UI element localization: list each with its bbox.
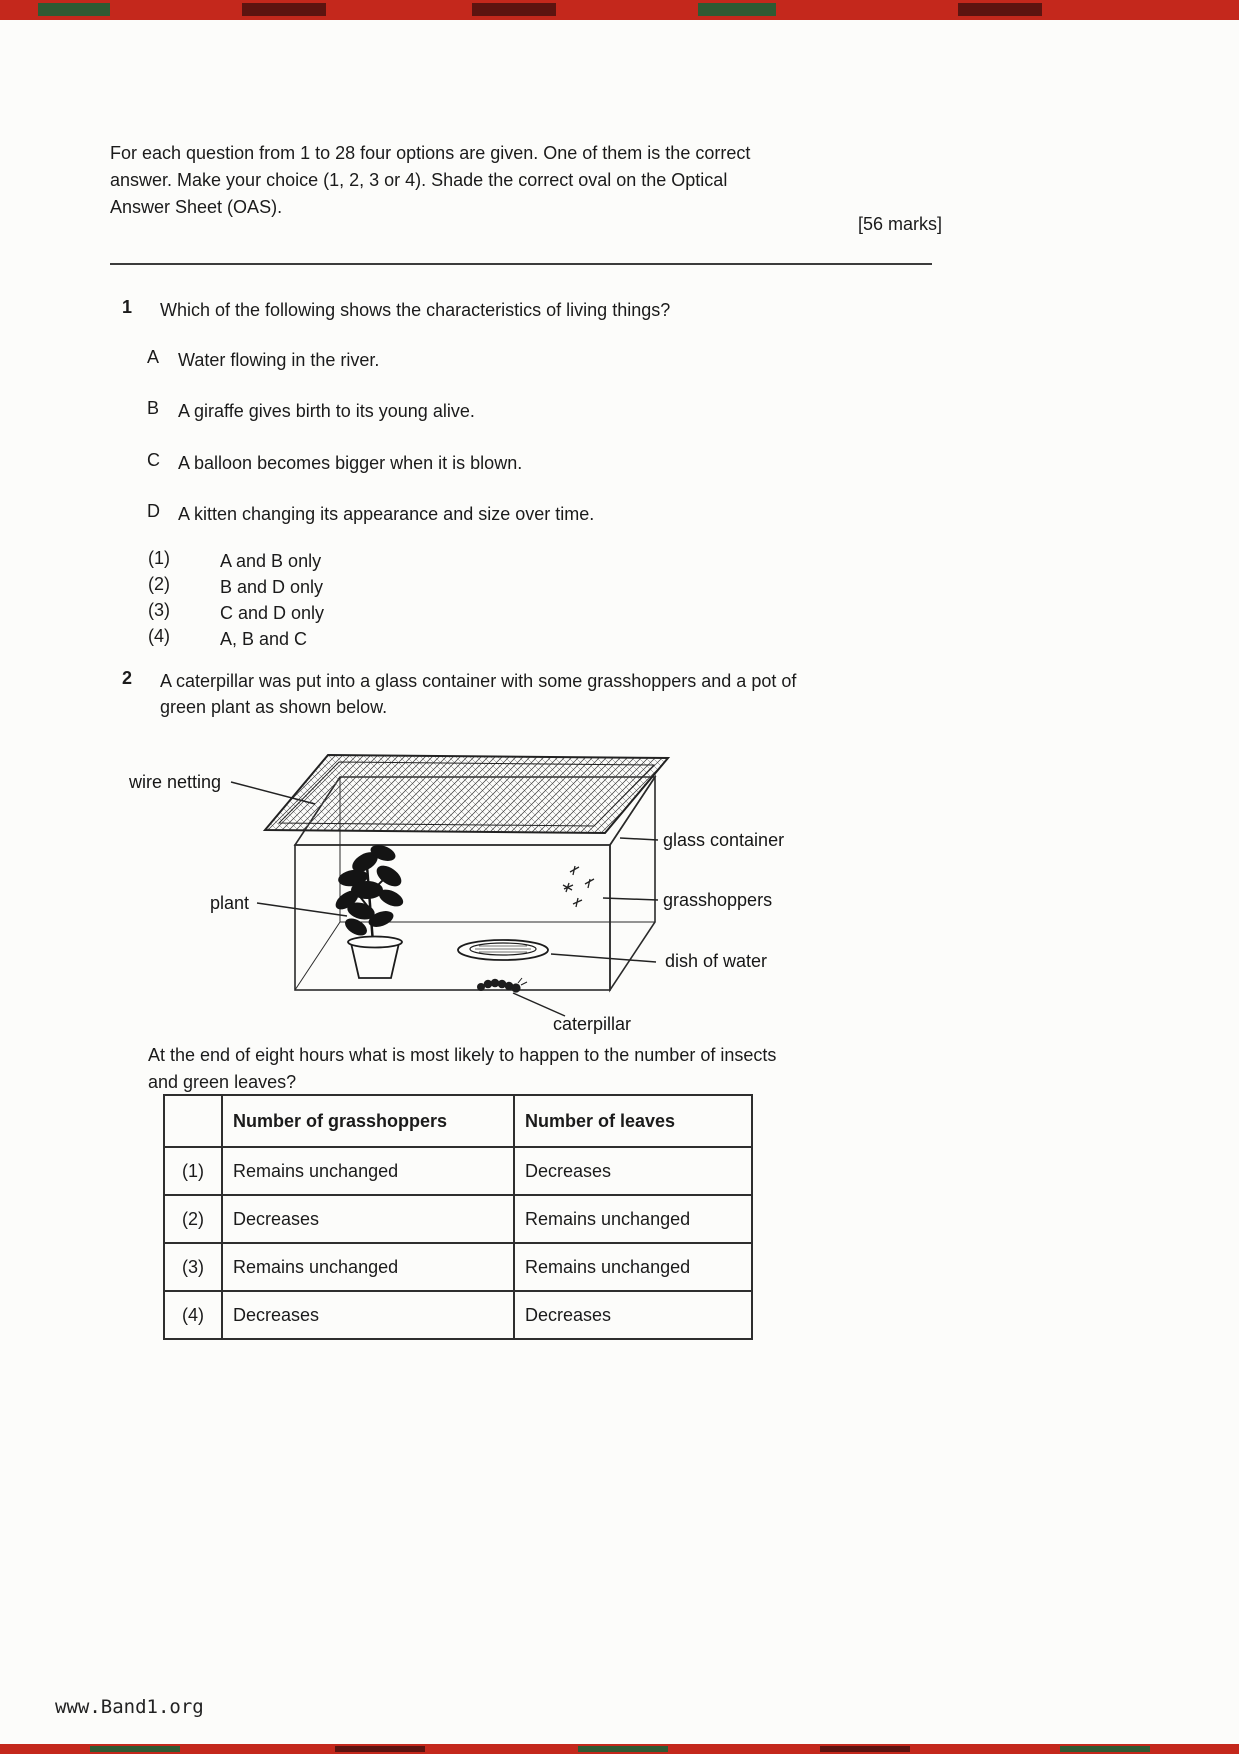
scan-patch xyxy=(472,3,556,16)
scan-patch xyxy=(958,3,1042,16)
table-header-row xyxy=(164,1095,752,1147)
cell-leaves: Decreases xyxy=(514,1147,752,1195)
table-row xyxy=(164,1195,752,1243)
glass-container-label: glass container xyxy=(663,830,785,850)
wire-netting-shape xyxy=(265,755,668,833)
question-text-line: green plant as shown below. xyxy=(160,697,388,717)
leader-line-glass-container xyxy=(620,838,658,840)
instructions-line: answer. Make your choice (1, 2, 3 or 4). Shade the correct oval on the Optical xyxy=(110,170,728,190)
choice-text: A, B and C xyxy=(220,629,308,649)
table-header-leaves: Number of leaves xyxy=(514,1095,752,1147)
table-header-blank xyxy=(164,1095,222,1147)
table-header-grasshoppers: Number of grasshoppers xyxy=(222,1095,514,1147)
q2-answer-table xyxy=(163,1094,753,1340)
instructions xyxy=(110,140,940,221)
choice-number: (3) xyxy=(148,600,170,620)
q1-choice-3 xyxy=(148,600,748,626)
cell-leaves: Remains unchanged xyxy=(514,1195,752,1243)
q1-choice-4 xyxy=(148,626,748,652)
leader-line-dish xyxy=(551,954,656,962)
option-letter: C xyxy=(147,450,160,470)
row-number: (4) xyxy=(164,1291,222,1339)
instructions-line: Answer Sheet (OAS). xyxy=(110,197,283,217)
question-2 xyxy=(122,668,982,720)
row-number: (2) xyxy=(164,1195,222,1243)
dish-of-water-label: dish of water xyxy=(665,951,768,971)
leader-line-grasshoppers xyxy=(603,898,658,900)
grasshoppers-marks xyxy=(563,866,594,907)
scan-patch xyxy=(698,3,776,16)
option-text: A kitten changing its appearance and size over time. xyxy=(178,504,595,524)
cell-grasshoppers: Decreases xyxy=(222,1195,514,1243)
question-text: Which of the following shows the characteristics of living things? xyxy=(160,300,671,320)
followup-line: At the end of eight hours what is most likely to happen to the number of insects xyxy=(148,1045,777,1065)
plant-shape xyxy=(332,842,405,978)
scan-patch xyxy=(820,1746,910,1752)
caterpillar-label: caterpillar xyxy=(553,1014,632,1034)
wire-netting-label: wire netting xyxy=(129,772,222,792)
q1-option-d xyxy=(147,501,947,527)
scan-artifact-bottom xyxy=(0,1744,1239,1754)
instructions-line: For each question from 1 to 28 four options are given. One of them is the correct xyxy=(110,143,751,163)
choice-text: A and B only xyxy=(220,551,322,571)
q1-option-b xyxy=(147,398,947,424)
table-row xyxy=(164,1291,752,1339)
option-text: A balloon becomes bigger when it is blown. xyxy=(178,453,523,473)
q1-option-a xyxy=(147,347,947,373)
total-marks: [56 marks] xyxy=(857,214,942,234)
q1-choice-2 xyxy=(148,574,748,600)
question-number: 1 xyxy=(122,297,133,317)
q2-diagram xyxy=(115,738,815,1038)
choice-number: (1) xyxy=(148,548,170,568)
leader-line-plant xyxy=(257,903,347,916)
scan-patch xyxy=(38,3,110,16)
scan-patch xyxy=(578,1746,668,1752)
row-number: (1) xyxy=(164,1147,222,1195)
choice-number: (4) xyxy=(148,626,170,646)
q1-option-c xyxy=(147,450,947,476)
cell-grasshoppers: Remains unchanged xyxy=(222,1147,514,1195)
cell-grasshoppers: Decreases xyxy=(222,1291,514,1339)
cell-leaves: Remains unchanged xyxy=(514,1243,752,1291)
scan-patch xyxy=(1060,1746,1150,1752)
leader-line-caterpillar xyxy=(513,993,565,1016)
followup-line: and green leaves? xyxy=(148,1072,297,1092)
option-letter: B xyxy=(147,398,160,418)
scan-patch xyxy=(90,1746,180,1752)
dish-of-water-shape xyxy=(458,940,548,960)
choice-number: (2) xyxy=(148,574,170,594)
section-divider xyxy=(110,263,932,265)
scan-patch xyxy=(335,1746,425,1752)
cell-grasshoppers: Remains unchanged xyxy=(222,1243,514,1291)
option-text: Water flowing in the river. xyxy=(178,350,380,370)
scan-patch xyxy=(242,3,326,16)
table-row xyxy=(164,1147,752,1195)
table-row xyxy=(164,1243,752,1291)
option-text: A giraffe gives birth to its young alive. xyxy=(178,401,475,421)
choice-text: B and D only xyxy=(220,577,324,597)
scan-artifact-top xyxy=(0,0,1239,20)
q1-choice-1 xyxy=(148,548,748,574)
question-number: 2 xyxy=(122,668,133,688)
grasshoppers-label: grasshoppers xyxy=(663,890,773,910)
option-letter: A xyxy=(147,347,160,367)
q2-followup xyxy=(148,1042,958,1096)
choice-text: C and D only xyxy=(220,603,325,623)
cell-leaves: Decreases xyxy=(514,1291,752,1339)
footer-url: www.Band1.org xyxy=(55,1696,204,1718)
question-text-line: A caterpillar was put into a glass container with some grasshoppers and a pot of xyxy=(160,671,797,691)
row-number: (3) xyxy=(164,1243,222,1291)
question-1 xyxy=(122,297,962,323)
plant-label: plant xyxy=(210,893,250,913)
option-letter: D xyxy=(147,501,160,521)
